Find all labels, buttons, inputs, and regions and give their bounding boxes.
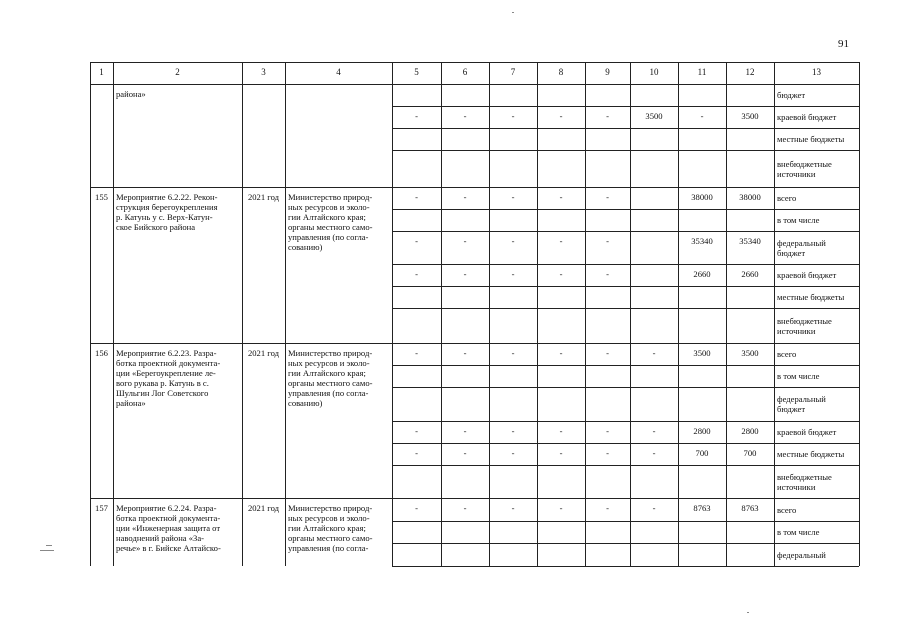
row-number: 155: [95, 192, 108, 202]
executor: сованию): [288, 242, 323, 252]
value-cell: -: [463, 269, 467, 279]
grid-line: [859, 84, 860, 566]
header-cell: 2: [175, 67, 180, 77]
value-cell: -: [559, 348, 563, 358]
header-cell: 7: [510, 67, 516, 77]
measure-name: ботка проектной документа-: [116, 513, 221, 523]
scan-speck: [512, 12, 514, 13]
grid-line: [585, 343, 586, 498]
value-cell: -: [415, 269, 418, 279]
grid-line: [392, 521, 859, 522]
header-cell: 5: [414, 67, 419, 77]
value-cell: -: [415, 503, 418, 513]
value-cell: -: [415, 236, 418, 246]
grid-line: [678, 84, 679, 187]
funding-source: краевой бюджет: [777, 270, 837, 280]
grid-line: [392, 286, 859, 287]
value-cell: -: [652, 348, 656, 358]
funding-source: всего: [777, 193, 797, 203]
measure-name: ции «Инженерная защита от: [116, 523, 221, 533]
grid-line: [392, 128, 859, 129]
grid-line: [774, 498, 775, 566]
value-cell: -: [559, 111, 563, 121]
value-cell: -: [606, 269, 609, 279]
executor: ных ресурсов и эколо-: [288, 202, 370, 212]
grid-line: [113, 84, 114, 566]
funding-source: внебюджетные: [777, 315, 832, 326]
funding-source: бюджет: [777, 247, 806, 258]
value-cell: -: [511, 503, 515, 513]
executor: управления (по согла-: [288, 543, 369, 553]
value-cell: -: [511, 269, 515, 279]
value-cell: 8763: [741, 503, 759, 513]
value-cell: -: [652, 426, 656, 436]
measure-name: р. Катунь у с. Верх-Катун-: [116, 212, 213, 222]
measure-year: 2021 год: [247, 503, 280, 513]
value-cell: -: [606, 111, 609, 121]
grid-line: [392, 84, 393, 566]
funding-source: местные бюджеты: [777, 134, 845, 144]
measure-name: района»: [116, 89, 146, 99]
funding-source: внебюджетные: [777, 471, 832, 482]
executor: управления (по согла-: [288, 232, 369, 242]
value-cell: -: [559, 236, 563, 246]
row-number: 157: [95, 503, 108, 513]
value-cell: 2800: [693, 426, 711, 436]
grid-line: [392, 106, 859, 107]
grid-line: [441, 187, 442, 343]
value-cell: -: [463, 111, 467, 121]
value-cell: -: [511, 448, 515, 458]
grid-line: [392, 231, 859, 232]
funding-source: источники: [777, 325, 816, 336]
grid-line: [392, 566, 859, 567]
value-cell: 2660: [693, 269, 711, 279]
value-cell: 3500: [741, 348, 759, 358]
grid-line: [392, 421, 859, 422]
measure-name: Мероприятие 6.2.24. Разра-: [116, 503, 217, 513]
grid-line: [537, 84, 538, 187]
measure-name: ции «Берегоукрепление ле-: [116, 368, 216, 378]
grid-line: [441, 343, 442, 498]
grid-line: [90, 498, 859, 499]
header-cell: 1: [99, 67, 104, 77]
grid-line: [489, 187, 490, 343]
executor: Министерство природ-: [288, 192, 373, 202]
grid-line: [678, 187, 679, 343]
grid-line: [392, 543, 859, 544]
value-cell: -: [559, 269, 563, 279]
value-cell: -: [511, 192, 515, 202]
value-cell: -: [559, 503, 563, 513]
grid-line: [90, 187, 859, 188]
grid-line: [90, 84, 859, 85]
header-cell: 9: [605, 67, 610, 77]
funding-source: краевой бюджет: [777, 112, 837, 122]
grid-line: [537, 343, 538, 498]
measure-name: вого рукава р. Катунь в с.: [116, 378, 209, 388]
grid-line: [630, 187, 631, 343]
grid-line: [90, 84, 91, 566]
value-cell: -: [511, 236, 515, 246]
value-cell: -: [463, 192, 467, 202]
value-cell: -: [559, 448, 563, 458]
value-cell: -: [511, 426, 515, 436]
grid-line: [489, 84, 490, 187]
page-number: 91: [838, 38, 849, 50]
measure-name: ское Бийского района: [116, 222, 196, 232]
header-cell: 4: [336, 67, 341, 77]
measure-name: Мероприятие 6.2.23. Разра-: [116, 348, 217, 358]
value-cell: 35340: [739, 236, 761, 246]
grid-line: [392, 443, 859, 444]
value-cell: -: [415, 426, 418, 436]
scan-speck: [747, 612, 749, 613]
grid-line: [630, 343, 631, 498]
value-cell: -: [463, 348, 467, 358]
funding-source: федеральный: [777, 394, 826, 404]
value-cell: -: [606, 426, 609, 436]
grid-line: [774, 187, 775, 343]
funding-source: бюджет: [777, 404, 806, 414]
grid-line: [859, 62, 860, 84]
measure-year: 2021 год: [247, 192, 280, 202]
measure-name: Шульгин Лог Советского: [116, 388, 209, 398]
measure-name: района»: [116, 398, 146, 408]
value-cell: -: [511, 111, 515, 121]
row-number: 156: [95, 348, 108, 358]
grid-line: [392, 465, 859, 466]
grid-line: [630, 84, 631, 187]
funding-source: внебюджетные: [777, 158, 832, 169]
measure-name: струкция берегоукрепления: [116, 202, 218, 212]
value-cell: 3500: [741, 111, 759, 121]
value-cell: -: [415, 111, 418, 121]
grid-line: [90, 343, 859, 344]
value-cell: 3500: [693, 348, 711, 358]
value-cell: 700: [743, 448, 757, 458]
funding-source: всего: [777, 504, 797, 515]
grid-line: [441, 84, 442, 187]
grid-line: [726, 84, 727, 187]
measure-name: речье» в г. Бийске Алтайско-: [116, 543, 221, 553]
grid-line: [242, 84, 243, 566]
executor: сованию): [288, 398, 323, 408]
grid-line: [392, 308, 859, 309]
funding-source: федеральный: [777, 549, 826, 560]
value-cell: 2660: [741, 269, 759, 279]
funding-source: источники: [777, 481, 816, 492]
executor: гии Алтайского края;: [288, 523, 366, 533]
executor: управления (по согла-: [288, 388, 369, 398]
executor: Министерство природ-: [288, 348, 373, 358]
scan-speck: [40, 550, 54, 551]
value-cell: 3500: [645, 111, 663, 121]
measure-name: Мероприятие 6.2.22. Рекон-: [116, 192, 218, 202]
value-cell: -: [652, 503, 656, 513]
funding-source: бюджет: [777, 90, 806, 100]
value-cell: 35340: [691, 236, 713, 246]
funding-source: в том числе: [777, 371, 820, 381]
funding-source: в том числе: [777, 527, 820, 537]
value-cell: -: [415, 448, 418, 458]
value-cell: 38000: [691, 192, 713, 202]
funding-source: всего: [777, 349, 797, 359]
grid-line: [392, 387, 859, 388]
funding-source: федеральный: [777, 237, 826, 248]
header-cell: 11: [697, 67, 707, 77]
value-cell: -: [606, 503, 609, 513]
grid-line: [537, 187, 538, 343]
value-cell: -: [606, 448, 609, 458]
executor: органы местного само-: [288, 378, 373, 388]
header-cell: 12: [745, 67, 755, 77]
value-cell: -: [463, 503, 467, 513]
executor: органы местного само-: [288, 533, 373, 543]
value-cell: -: [700, 111, 704, 121]
executor: Министерство природ-: [288, 503, 373, 513]
value-cell: 700: [695, 448, 709, 458]
grid-line: [726, 343, 727, 498]
value-cell: -: [606, 236, 609, 246]
header-cell: 13: [812, 67, 821, 77]
executor: ных ресурсов и эколо-: [288, 513, 370, 523]
value-cell: 38000: [739, 192, 761, 202]
grid-line: [392, 150, 859, 151]
executor: ных ресурсов и эколо-: [288, 358, 370, 368]
funding-source: в том числе: [777, 215, 820, 225]
value-cell: -: [415, 348, 418, 358]
grid-line: [774, 84, 775, 187]
grid-line: [392, 209, 859, 210]
grid-line: [392, 365, 859, 366]
header-cell: 6: [462, 67, 468, 77]
value-cell: -: [559, 426, 563, 436]
header-cell: 3: [261, 67, 266, 77]
grid-line: [585, 187, 586, 343]
grid-line: [90, 62, 859, 63]
value-cell: -: [559, 192, 563, 202]
value-cell: 2800: [741, 426, 759, 436]
value-cell: -: [463, 426, 467, 436]
measure-name: ботка проектной документа-: [116, 358, 221, 368]
grid-line: [489, 343, 490, 498]
measure-year: 2021 год: [247, 348, 280, 358]
header-cell: 10: [649, 67, 659, 77]
value-cell: -: [415, 192, 418, 202]
executor: органы местного само-: [288, 222, 373, 232]
value-cell: -: [463, 448, 467, 458]
executor: гии Алтайского края;: [288, 212, 366, 222]
funding-source: краевой бюджет: [777, 427, 837, 437]
funding-source: источники: [777, 168, 816, 179]
grid-line: [678, 343, 679, 498]
header-cell: 8: [558, 67, 564, 77]
measure-name: наводнений района «За-: [116, 533, 205, 543]
executor: гии Алтайского края;: [288, 368, 366, 378]
grid-line: [285, 84, 286, 566]
value-cell: -: [606, 192, 609, 202]
grid-line: [726, 187, 727, 343]
value-cell: -: [606, 348, 609, 358]
value-cell: -: [652, 448, 656, 458]
value-cell: -: [511, 348, 515, 358]
grid-line: [585, 84, 586, 187]
grid-line: [392, 264, 859, 265]
scan-speck: [46, 545, 52, 546]
funding-source: местные бюджеты: [777, 449, 845, 459]
funding-source: местные бюджеты: [777, 292, 845, 302]
value-cell: -: [463, 236, 467, 246]
value-cell: 8763: [693, 503, 711, 513]
grid-line: [774, 343, 775, 498]
